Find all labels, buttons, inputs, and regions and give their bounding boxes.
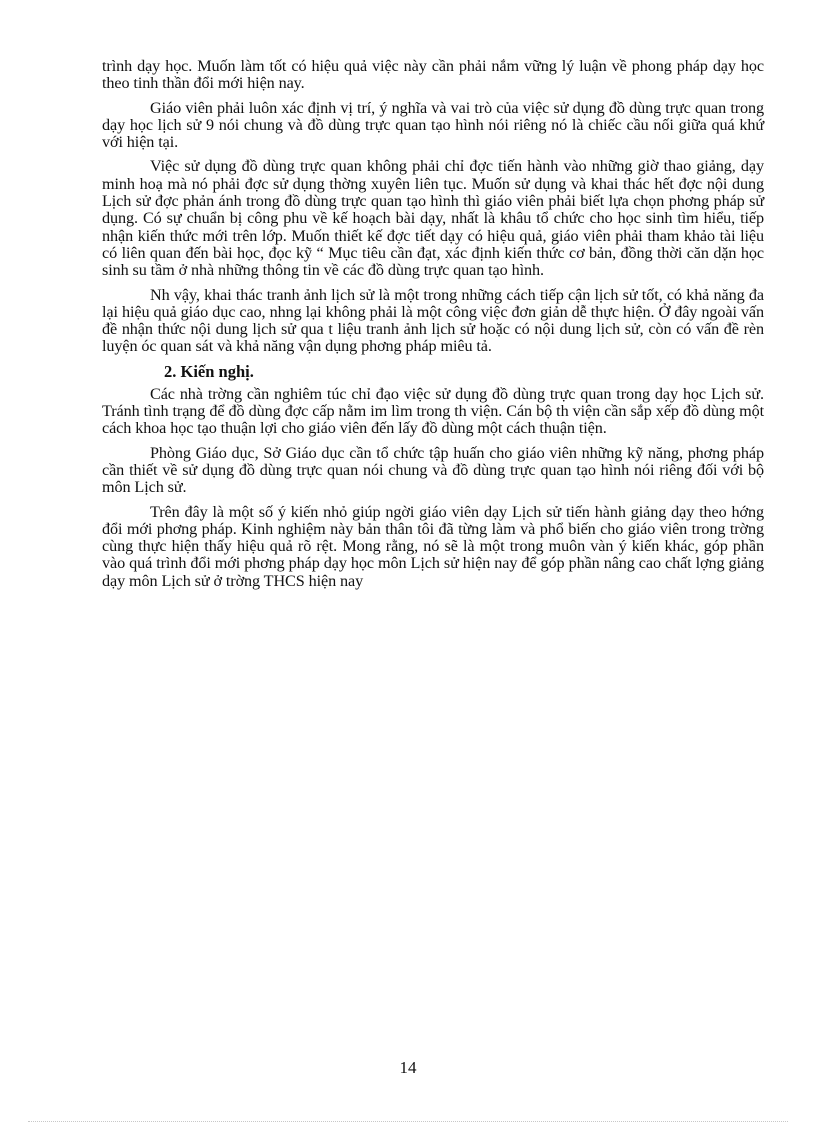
paragraph-continuation: trình dạy học. Muốn làm tốt có hiệu quả việc này cần phải nắm vững lý luận về phong pháp dạy học theo tinh thần đổi mới hiện nay.	[102, 57, 764, 93]
section-heading-recommendations: 2. Kiến nghị.	[164, 361, 254, 381]
paragraph-exploiting-pictures: Nh vậy, khai thác tranh ảnh lịch sử là một trong những cách tiếp cận lịch sử tốt, có khả năng đa lại hiệu quả giáo dục cao, nhng lại không phải là một công việc đơn giản dễ thực hiện. Ở đây ngoài vấn đề nhận thức nội dung lịch sử qua t liệu tranh ảnh lịch sử hoặc có nội dung lịch sử, còn có vấn đề rèn luyện óc quan sát và khả năng vận dụng phơng pháp miêu tả.	[102, 285, 764, 356]
paragraph-recommendation-departments: Phòng Giáo dục, Sở Giáo dục cần tổ chức tập huấn cho giáo viên những kỹ năng, phơng pháp cần thiết về sử dụng đồ dùng trực quan nói chung và đồ dùng trực quan tạo hình nói riêng đối với bộ môn Lịch sử.	[102, 443, 764, 497]
paragraph-recommendation-schools: Các nhà trờng cần nghiêm túc chỉ đạo việc sử dụng đồ dùng trực quan trong dạy học Lịch sử. Tránh tình trạng để đồ dùng đợc cấp nằm im lìm trong th viện. Cán bộ th viện cần sắp xếp đồ dùng một cách khoa học tạo thuận lợi cho giáo viên đến lấy đồ dùng một cách thuận tiện.	[102, 384, 764, 438]
page-number: 14	[399, 1058, 417, 1077]
paragraph-conclusion: Trên đây là một số ý kiến nhỏ giúp ngời giáo viên dạy Lịch sử tiến hành giảng dạy theo hớng đổi mới phơng pháp. Kinh nghiệm này bản thân tôi đã từng làm và phổ biến cho giáo viên trong trờng cùng thực hiện thấy hiệu quả rõ rệt. Mong rằng, nó sẽ là một trong muôn vàn ý kiến khác, góp phần vào quá trình đổi mới phơng pháp dạy học môn Lịch sử hiện nay để góp phần nâng cao chất lợng giảng dạy môn Lịch sử ở trờng THCS hiện nay	[102, 502, 764, 590]
document-page	[102, 58, 764, 597]
paragraph-role-of-visual-aids: Giáo viên phải luôn xác định vị trí, ý nghĩa và vai trò của việc sử dụng đồ dùng trực quan trong dạy học lịch sử 9 nói chung và đồ dùng trực quan tạo hình nói riêng nó là chiếc cầu nối giữa quá khứ với hiện tại.	[102, 98, 764, 152]
paragraph-using-visual-aids: Việc sử dụng đồ dùng trực quan không phải chỉ đợc tiến hành vào những giờ thao giảng, dạy minh hoạ mà nó phải đợc sử dụng thờng xuyên liên tục. Muốn sử dụng và khai thác hết đợc nội dung Lịch sử đợc phản ánh trong đồ dùng trực quan tạo hình thì giáo viên phải biết lựa chọn phơng pháp sử dụng. Có sự chuẩn bị công phu về kế hoạch bài dạy, nhất là khâu tổ chức cho học sinh tìm hiểu, tiếp nhận kiến thức mới trên lớp. Muốn thiết kế đợc tiết dạy có hiệu quả, giáo viên phải tham khảo tài liệu có liên quan đến bài học, đọc kỹ “ Mục tiêu cần đạt, xác định kiến thức cơ bản, đồng thời căn dặn học sinh su tầm ở nhà những thông tin về các đồ dùng trực quan tạo hình.	[102, 157, 764, 280]
footer-divider	[28, 1121, 788, 1122]
